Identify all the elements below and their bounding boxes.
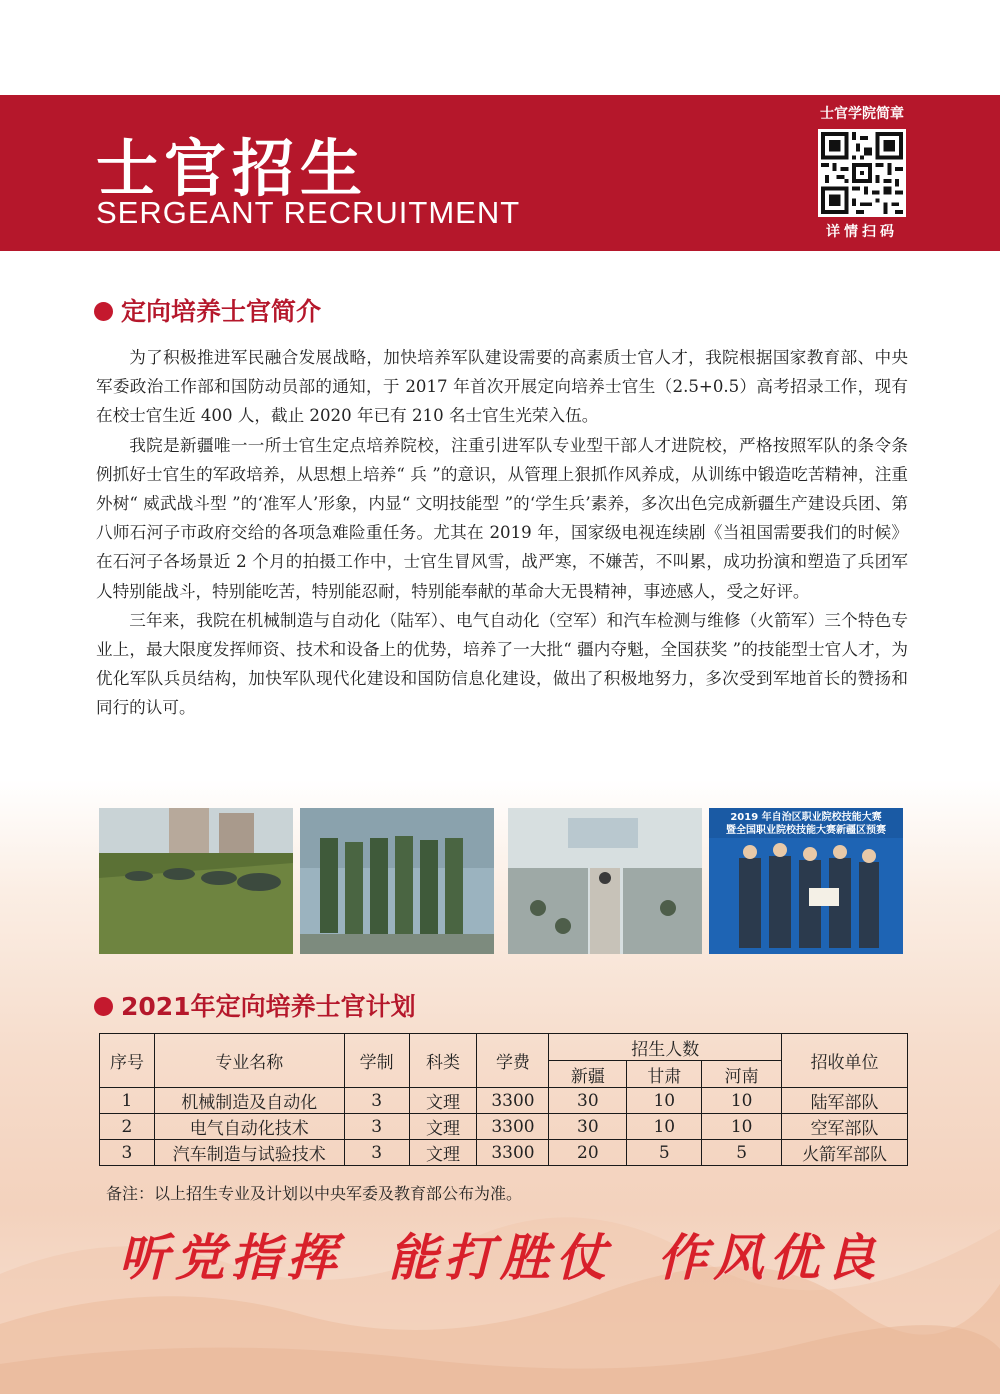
cell-fee: 3300 — [477, 1114, 549, 1140]
cell-gansu: 10 — [627, 1088, 702, 1114]
cell-henan: 5 — [702, 1140, 782, 1166]
header-enroll: 招生人数 — [549, 1034, 782, 1061]
header-xinjiang: 新疆 — [549, 1061, 627, 1088]
cell-unit: 火箭军部队 — [782, 1140, 908, 1166]
cell-xinjiang: 30 — [549, 1114, 627, 1140]
cell-xinjiang: 20 — [549, 1140, 627, 1166]
cell-gansu: 10 — [627, 1114, 702, 1140]
cell-category: 文理 — [409, 1140, 477, 1166]
section-heading-plan — [94, 987, 416, 1023]
cell-henan: 10 — [702, 1114, 782, 1140]
competition-banner-line2: 暨全国职业院校技能大赛新疆区预赛 — [726, 825, 886, 836]
intro-paragraph-1: 为了积极推进军民融合发展战略，加快培养军队建设需要的高素质士官人才，我院根据国家教育部、中央军委政治工作部和国防动员部的通知，于 2017 年首次开展定向培养士官生（2.5+0.5）高考招录工作，现有在校士官生近 400 人，截止 2020 年已有 210 名士官生光荣入伍。 — [96, 348, 908, 426]
bullet-dot-icon — [94, 302, 113, 321]
cell-years: 3 — [344, 1140, 409, 1166]
table-row — [100, 1088, 908, 1114]
cell-gansu: 5 — [627, 1140, 702, 1166]
competition-banner-line1: 2019 年自治区职业院校技能大赛 — [730, 812, 882, 823]
photo-classroom — [508, 808, 702, 954]
intro-paragraph-3: 三年来，我院在机械制造与自动化（陆军）、电气自动化（空军）和汽车检测与维修（火箭军）三个特色专业上，最大限度发挥师资、技术和设备上的优势，培养了一大批“ 疆内夺魁，全国获奖 ”的技能型士官人才，为优化军队兵员结构，加快军队现代化建设和国防信息化建设，做出了积极地努力，多次受到军地首长的赞扬和同行的认可。 — [96, 610, 908, 718]
bullet-dot-icon — [94, 997, 113, 1016]
photo-training-field — [99, 808, 293, 954]
section-heading-intro — [94, 292, 321, 328]
header-banner — [0, 95, 1000, 251]
qr-code-panel — [808, 103, 916, 245]
cell-no: 2 — [100, 1114, 155, 1140]
table-note: 备注：以上招生专业及计划以中央军委及教育部公布为准。 — [106, 1184, 523, 1203]
photo-honor-guard — [300, 808, 494, 954]
page-subtitle: SERGEANT RECRUITMENT — [96, 195, 521, 230]
enrollment-plan-table — [99, 1033, 908, 1166]
photo-skills-competition — [709, 808, 903, 954]
cell-unit: 陆军部队 — [782, 1088, 908, 1114]
cell-fee: 3300 — [477, 1140, 549, 1166]
cell-xinjiang: 30 — [549, 1088, 627, 1114]
cell-unit: 空军部队 — [782, 1114, 908, 1140]
cell-no: 1 — [100, 1088, 155, 1114]
intro-body — [96, 343, 908, 723]
header-major: 专业名称 — [154, 1034, 344, 1088]
cell-henan: 10 — [702, 1088, 782, 1114]
table-header-row — [100, 1034, 908, 1061]
cell-years: 3 — [344, 1114, 409, 1140]
intro-paragraph-2: 我院是新疆唯一一所士官生定点培养院校，注重引进军队专业型干部人才进院校，严格按照军队的条令条例抓好士官生的军政培养，从思想上培养“ 兵 ”的意识，从管理上狠抓作风养成，从训练中锻造吃苦精神，注重外树“ 威武战斗型 ”的‘准军人’形象，内显“ 文明技能型 ”的‘学生兵’素养，多次出色完成新疆生产建设兵团、第八师石河子市政府交给的各项急难险重任务。尤其在 2019 年，国家级电视连续剧《当祖国需要我们的时候》在石河子各场景近 2 个月的拍摄工作中，士官生冒风雪，战严寒，不嫌苦，不叫累，成功扮演和塑造了兵团军人特别能战斗，特别能吃苦，特别能忍耐，特别能奉献的革命大无畏精神，事迹感人，受之好评。 — [96, 435, 908, 601]
photo-strip — [99, 808, 903, 954]
table-row — [100, 1140, 908, 1166]
header-no: 序号 — [100, 1034, 155, 1088]
qr-code-image[interactable] — [818, 129, 906, 217]
cell-years: 3 — [344, 1088, 409, 1114]
page-title: 士官招生 — [96, 132, 369, 205]
header-years: 学制 — [344, 1034, 409, 1088]
cell-category: 文理 — [409, 1114, 477, 1140]
section-heading-intro-text: 定向培养士官简介 — [121, 297, 322, 326]
cell-fee: 3300 — [477, 1088, 549, 1114]
cell-major: 汽车制造与试验技术 — [154, 1140, 344, 1166]
header-henan: 河南 — [702, 1061, 782, 1088]
header-gansu: 甘肃 — [627, 1061, 702, 1088]
cell-no: 3 — [100, 1140, 155, 1166]
section-heading-plan-text: 2021年定向培养士官计划 — [121, 992, 416, 1021]
header-category: 科类 — [409, 1034, 477, 1088]
cell-category: 文理 — [409, 1088, 477, 1114]
header-fee: 学费 — [477, 1034, 549, 1088]
cell-major: 机械制造及自动化 — [154, 1088, 344, 1114]
table-row — [100, 1114, 908, 1140]
slogan: 听党指挥 能打胜仗 作风优良 — [118, 1228, 882, 1287]
qr-bottom-label: 详情扫码 — [826, 224, 898, 240]
header-unit: 招收单位 — [782, 1034, 908, 1088]
cell-major: 电气自动化技术 — [154, 1114, 344, 1140]
qr-top-label: 士官学院简章 — [820, 106, 904, 122]
